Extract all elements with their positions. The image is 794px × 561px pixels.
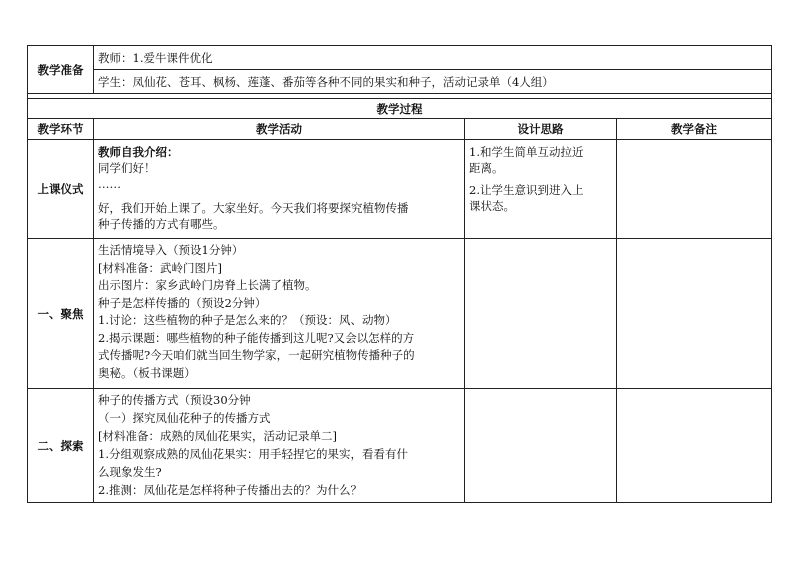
activity-line: 1.讨论：这些植物的种子是怎么来的？（预设：风、动物） — [98, 313, 397, 327]
stage-opening: 上课仪式 — [28, 140, 94, 239]
activity-line: …… — [98, 177, 121, 191]
notes-opening — [617, 140, 772, 239]
design-line: 1.和学生简单互动拉近 — [469, 145, 584, 159]
activity-line: 生活情境导入（预设1分钟） — [98, 243, 244, 257]
header-activity: 教学活动 — [94, 119, 465, 140]
row-explore — [28, 389, 772, 503]
process-title-row — [28, 99, 772, 119]
activity-focus — [94, 239, 465, 389]
activity-line: 种子传播的方式有哪些。 — [98, 217, 225, 231]
prep-teacher: 教师：1.爱牛课件优化 — [94, 46, 772, 70]
process-title: 教学过程 — [28, 99, 772, 119]
stage-explore: 二、探索 — [28, 389, 94, 503]
activity-line: 么现象发生? — [98, 465, 162, 479]
activity-line: 种子的传播方式（预设30分钟 — [98, 393, 251, 407]
activity-line: 式传播呢?今天咱们就当回生物学家，一起研究植物传播种子的 — [98, 348, 415, 362]
column-header-row — [28, 119, 772, 140]
row-focus — [28, 239, 772, 389]
header-stage: 教学环节 — [28, 119, 94, 140]
activity-line: [材料准备：武岭门图片] — [98, 260, 222, 275]
notes-focus — [617, 239, 772, 389]
header-notes: 教学备注 — [617, 119, 772, 140]
design-opening — [465, 140, 617, 239]
stage-focus: 一、聚焦 — [28, 239, 94, 389]
prep-row-student — [28, 70, 772, 94]
activity-line: 同学们好！ — [98, 161, 156, 175]
prep-label: 教学准备 — [28, 46, 94, 94]
activity-line: 2.推测：凤仙花是怎样将种子传播出去的？为什么？ — [98, 483, 362, 497]
activity-line: 奥秘。（板书课题） — [98, 365, 196, 380]
activity-line: 1.分组观察成熟的凤仙花果实：用手轻捏它的果实，看看有什 — [98, 447, 408, 461]
design-focus — [465, 239, 617, 389]
prep-student: 学生：凤仙花、苍耳、枫杨、莲蓬、番茄等各种不同的果实和种子，活动记录单（4人组） — [94, 70, 772, 94]
activity-line: 出示图片：家乡武岭门房脊上长满了植物。 — [98, 278, 317, 292]
notes-explore — [617, 389, 772, 503]
activity-line: 教师自我介绍： — [98, 145, 179, 159]
activity-line — [98, 192, 460, 200]
activity-line: 2.揭示课题：哪些植物的种子能传播到这儿呢?又会以怎样的方 — [98, 330, 415, 345]
header-design: 设计思路 — [465, 119, 617, 140]
design-line: 2.让学生意识到进入上 — [469, 183, 584, 197]
design-line: 距离。 — [469, 161, 504, 175]
activity-line: [材料准备：成熟的凤仙花果实，活动记录单二] — [98, 429, 337, 443]
activity-explore — [94, 389, 465, 503]
prep-row-teacher — [28, 46, 772, 70]
activity-line: （一）探究凤仙花种子的传播方式 — [98, 411, 271, 425]
lesson-plan-table — [27, 45, 772, 503]
activity-line: 好，我们开始上课了。大家坐好。今天我们将要探究植物传播 — [98, 201, 409, 215]
activity-line: 种子是怎样传播的（预设2分钟） — [98, 295, 267, 310]
activity-opening — [94, 140, 465, 239]
row-opening — [28, 140, 772, 239]
design-line: 课状态。 — [469, 199, 515, 213]
design-explore — [465, 389, 617, 503]
